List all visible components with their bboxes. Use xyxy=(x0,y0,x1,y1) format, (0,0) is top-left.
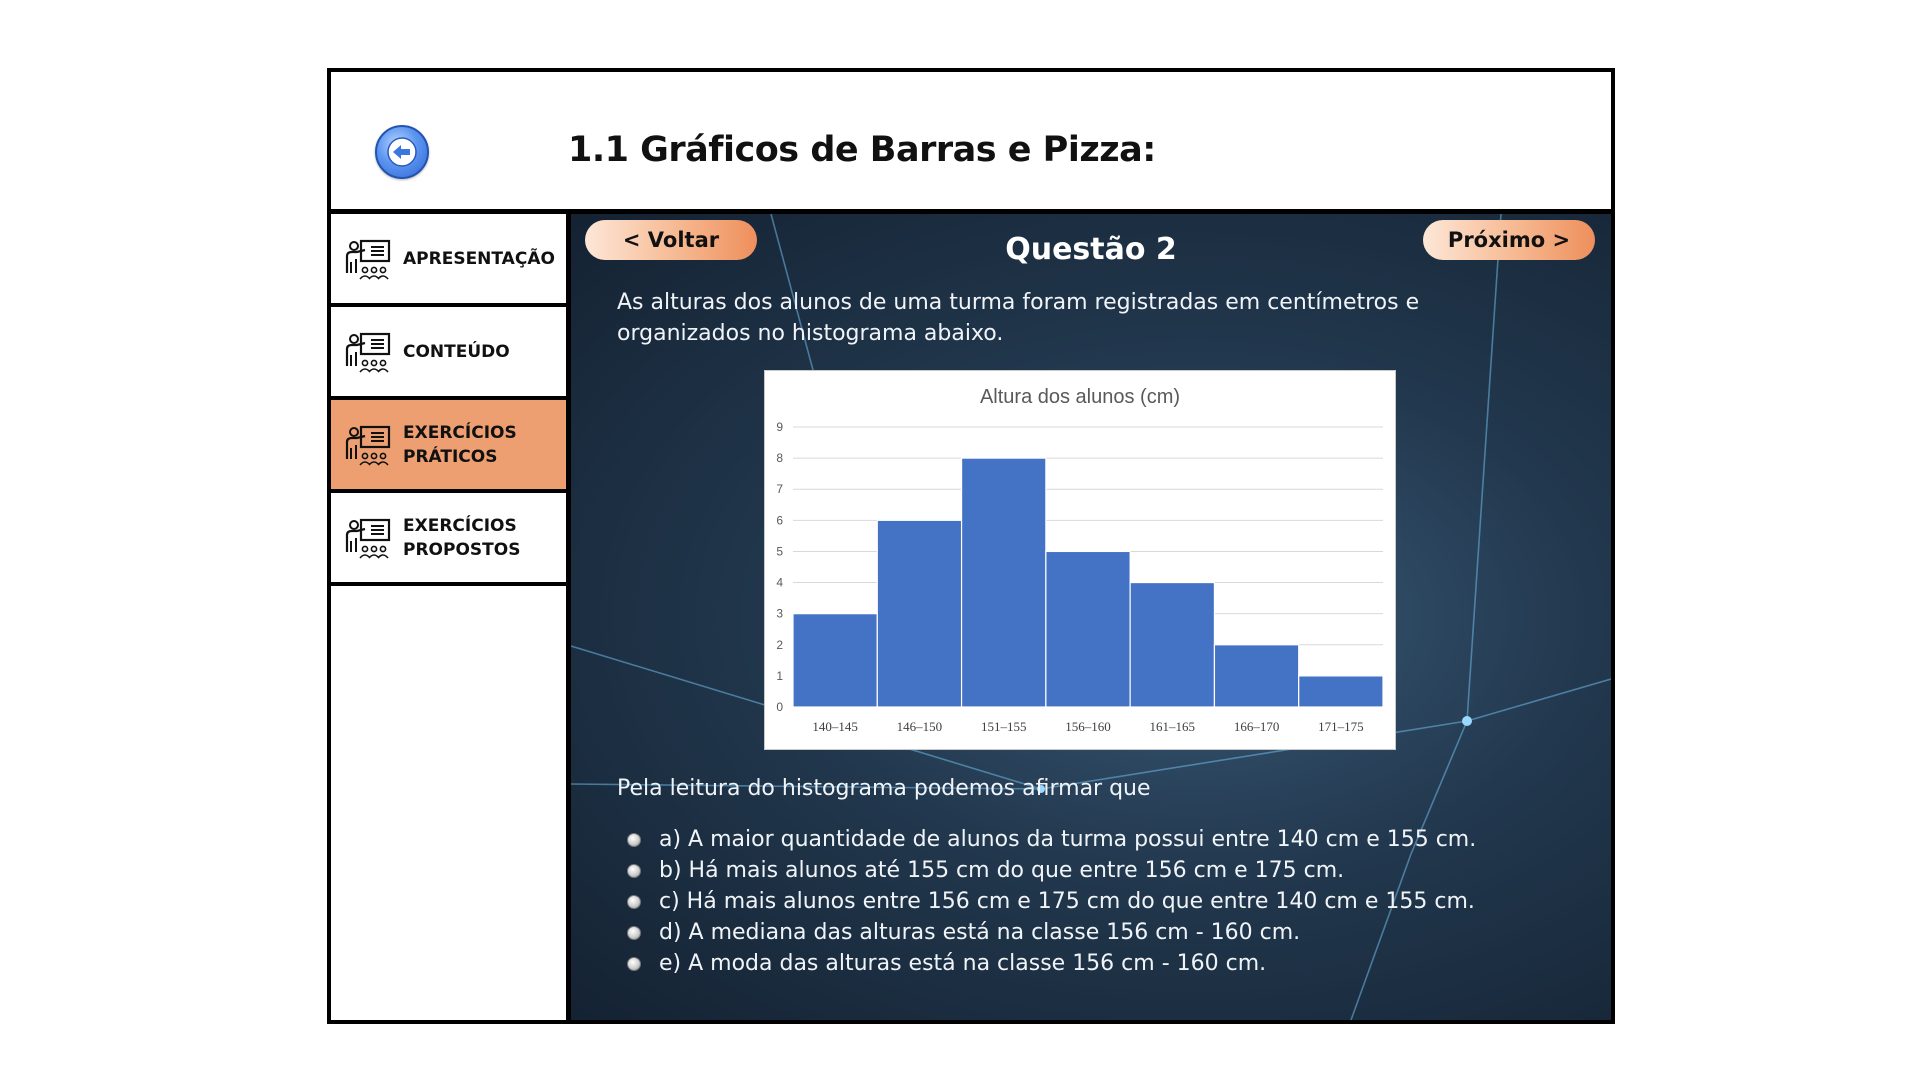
x-tick-label: 166–170 xyxy=(1233,719,1280,734)
option-label: e) A moda das alturas está na classe 156 cm - 160 cm. xyxy=(659,951,1267,976)
chart-title: Altura dos alunos (cm) xyxy=(979,386,1181,408)
option-label: c) Há mais alunos entre 156 cm e 175 cm do que entre 140 cm e 155 cm. xyxy=(659,889,1475,914)
y-tick-label: 9 xyxy=(776,420,783,434)
y-tick-label: 8 xyxy=(776,451,783,466)
histogram-chart xyxy=(764,370,1396,750)
option-a[interactable] xyxy=(627,824,1476,855)
histogram-bar xyxy=(877,520,961,707)
next-button[interactable]: Próximo > xyxy=(1423,220,1595,260)
sidebar-item-label: APRESENTAÇÃO xyxy=(403,248,555,269)
answer-options xyxy=(627,824,1476,979)
y-tick-label: 5 xyxy=(776,544,783,559)
teacher-board-icon xyxy=(343,237,393,281)
page-title: 1.1 Gráficos de Barras e Pizza: xyxy=(568,130,1156,170)
sidebar xyxy=(331,214,571,1020)
y-tick-label: 1 xyxy=(776,668,783,683)
sidebar-item-label: EXERCÍCIOS PROPOSTOS xyxy=(403,515,521,560)
y-tick-label: 7 xyxy=(776,482,783,497)
option-label: d) A mediana das alturas está na classe 156 cm - 160 cm. xyxy=(659,920,1301,945)
chart-svg xyxy=(765,371,1395,749)
sidebar-item-conteudo[interactable] xyxy=(331,307,566,400)
radio-button[interactable] xyxy=(627,957,641,971)
option-e[interactable] xyxy=(627,948,1476,979)
option-c[interactable] xyxy=(627,886,1476,917)
radio-button[interactable] xyxy=(627,833,641,847)
y-tick-label: 0 xyxy=(776,700,783,714)
sidebar-item-label: CONTEÚDO xyxy=(403,341,510,362)
option-label: a) A maior quantidade de alunos da turma possui entre 140 cm e 155 cm. xyxy=(659,827,1477,852)
header xyxy=(331,72,1611,214)
histogram-bar xyxy=(1130,583,1214,707)
question-text: As alturas dos alunos de uma turma foram registradas em centímetros e organizados no histograma abaixo. xyxy=(617,290,1420,346)
histogram-bar xyxy=(793,614,877,707)
arrow-left-icon xyxy=(386,136,418,168)
question-title: Questão 2 xyxy=(1005,232,1177,267)
question-panel xyxy=(571,214,1611,1020)
radio-button[interactable] xyxy=(627,895,641,909)
radio-button[interactable] xyxy=(627,864,641,878)
x-tick-label: 156–160 xyxy=(1065,719,1111,734)
app-frame xyxy=(327,68,1615,1024)
option-b[interactable] xyxy=(627,855,1476,886)
option-d[interactable] xyxy=(627,917,1476,948)
sidebar-item-exercicios-praticos[interactable] xyxy=(331,400,566,493)
y-tick-label: 6 xyxy=(776,513,783,528)
x-tick-label: 140–145 xyxy=(812,719,858,734)
sidebar-item-label: EXERCÍCIOS PRÁTICOS xyxy=(403,422,517,467)
teacher-board-icon xyxy=(343,423,393,467)
x-tick-label: 151–155 xyxy=(980,719,1027,734)
x-tick-label: 161–165 xyxy=(1149,719,1196,734)
previous-button[interactable]: < Voltar xyxy=(585,220,757,260)
x-tick-label: 146–150 xyxy=(896,719,943,734)
sidebar-item-exercicios-propostos[interactable] xyxy=(331,493,566,586)
y-tick-label: 3 xyxy=(776,606,783,621)
histogram-bar xyxy=(1299,676,1383,707)
histogram-bar xyxy=(1046,551,1130,707)
histogram-bar xyxy=(962,458,1046,707)
option-label: b) Há mais alunos até 155 cm do que entre 156 cm e 175 cm. xyxy=(659,858,1345,883)
radio-button[interactable] xyxy=(627,926,641,940)
teacher-board-icon xyxy=(343,516,393,560)
back-button[interactable] xyxy=(375,125,429,179)
teacher-board-icon xyxy=(343,330,393,374)
sidebar-item-apresentacao[interactable] xyxy=(331,214,566,307)
histogram-bar xyxy=(1214,645,1298,707)
question-prompt: Pela leitura do histograma podemos afirmar que xyxy=(617,776,1151,801)
x-tick-label: 171–175 xyxy=(1318,719,1364,734)
y-tick-label: 4 xyxy=(776,575,783,590)
y-tick-label: 2 xyxy=(776,637,783,652)
